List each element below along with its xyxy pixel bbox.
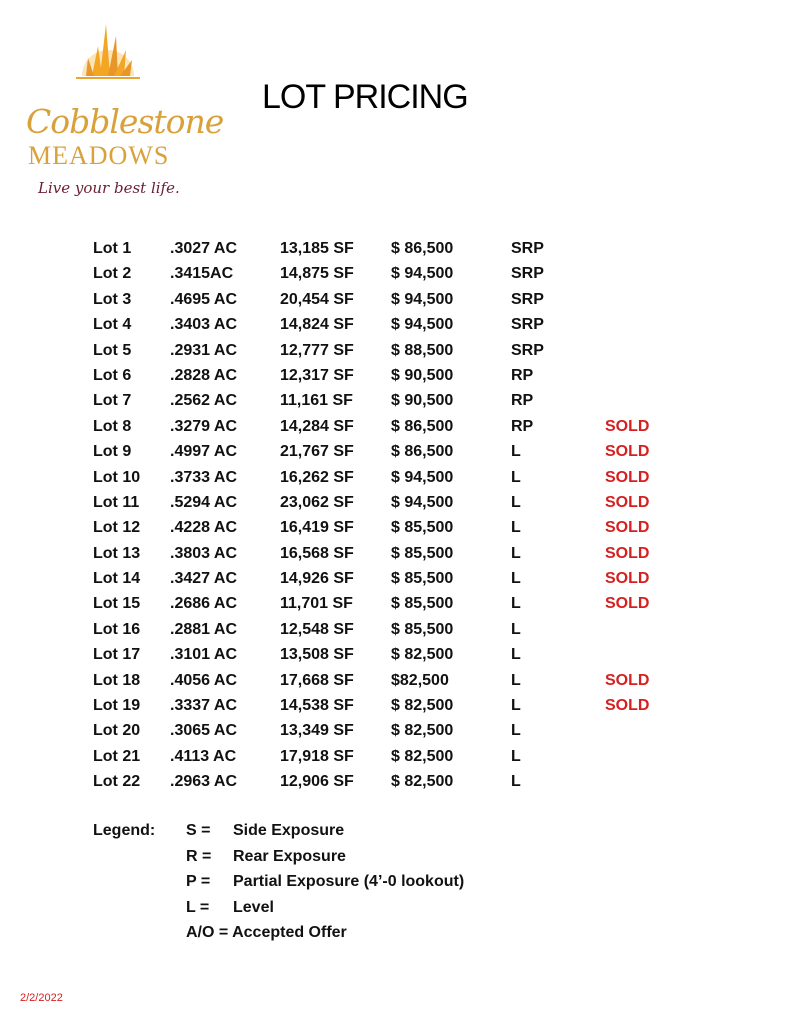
lot-acres: .4113 AC: [170, 747, 237, 765]
page-title: LOT PRICING: [262, 78, 468, 116]
lot-square-feet: 17,918 SF: [280, 747, 354, 765]
lot-number: Lot 7: [93, 392, 132, 410]
lot-exposure-type: L: [511, 468, 521, 486]
lot-price: $ 85,500: [391, 544, 454, 562]
lot-acres: .3403 AC: [170, 316, 237, 334]
lot-number: Lot 14: [93, 570, 141, 588]
legend-value: Level: [233, 898, 274, 916]
lot-number: Lot 16: [93, 620, 141, 638]
lot-number: Lot 13: [93, 544, 141, 562]
legend-item: [186, 822, 606, 848]
lot-number: Lot 4: [93, 316, 132, 334]
lot-status-badge: SOLD: [605, 443, 650, 461]
lot-acres: .2562 AC: [170, 392, 237, 410]
lot-square-feet: 12,317 SF: [280, 366, 354, 384]
lot-acres: .2828 AC: [170, 366, 237, 384]
lot-number: Lot 17: [93, 646, 141, 664]
lot-acres: .3065 AC: [170, 722, 237, 740]
lot-price: $ 88,500: [391, 341, 454, 359]
lot-price: $ 94,500: [391, 316, 454, 334]
lot-price: $ 90,500: [391, 392, 454, 410]
lot-square-feet: 23,062 SF: [280, 493, 354, 511]
lot-number: Lot 18: [93, 671, 141, 689]
lot-acres: .2963 AC: [170, 773, 237, 791]
lot-acres: .2881 AC: [170, 620, 237, 638]
lot-acres: .4228 AC: [170, 519, 237, 537]
lot-price: $82,500: [391, 671, 449, 689]
legend-items: [186, 822, 606, 950]
lot-square-feet: 21,767 SF: [280, 443, 354, 461]
lot-price: $ 86,500: [391, 240, 454, 257]
lot-price: $ 82,500: [391, 773, 454, 791]
lot-number: Lot 11: [93, 493, 140, 511]
lot-number: Lot 21: [93, 747, 141, 765]
lot-square-feet: 14,926 SF: [280, 570, 354, 588]
lot-acres: .4997 AC: [170, 443, 237, 461]
logo-tagline: Live your best life.: [38, 179, 180, 197]
lot-price: $ 94,500: [391, 290, 454, 308]
lot-exposure-type: L: [511, 620, 521, 638]
lot-exposure-type: RP: [511, 417, 534, 435]
lot-exposure-type: SRP: [511, 341, 544, 359]
lot-exposure-type: L: [511, 773, 521, 791]
lot-acres: .2686 AC: [170, 595, 237, 613]
lot-number: Lot 10: [93, 468, 141, 486]
lot-number: Lot 15: [93, 595, 141, 613]
lot-exposure-type: L: [511, 544, 521, 562]
lot-square-feet: 11,161 SF: [280, 392, 353, 410]
lot-number: Lot 20: [93, 722, 141, 740]
legend-item: [186, 899, 606, 925]
lot-exposure-type: L: [511, 722, 521, 740]
lot-price: $ 85,500: [391, 620, 454, 638]
lot-acres: .3101 AC: [170, 646, 237, 664]
lot-number: Lot 2: [93, 265, 132, 283]
lot-square-feet: 17,668 SF: [280, 671, 354, 689]
lot-exposure-type: L: [511, 646, 521, 664]
lot-number: Lot 9: [93, 443, 132, 461]
lot-acres: .3415AC: [170, 265, 234, 283]
lot-square-feet: 16,419 SF: [280, 519, 354, 537]
lot-square-feet: 13,349 SF: [280, 722, 354, 740]
lot-price: $ 86,500: [391, 443, 454, 461]
lot-number: Lot 5: [93, 341, 132, 359]
lot-square-feet: 13,185 SF: [280, 240, 354, 257]
lot-square-feet: 14,824 SF: [280, 316, 354, 334]
lot-price: $ 90,500: [391, 366, 454, 384]
lot-acres: .3279 AC: [170, 417, 237, 435]
lot-square-feet: 12,548 SF: [280, 620, 354, 638]
lot-exposure-type: L: [511, 443, 521, 461]
lot-exposure-type: L: [511, 697, 521, 715]
lot-acres: .3337 AC: [170, 697, 237, 715]
lot-square-feet: 14,284 SF: [280, 417, 354, 435]
lot-price: $ 82,500: [391, 646, 454, 664]
lot-number: Lot 22: [93, 773, 141, 791]
lot-square-feet: 16,262 SF: [280, 468, 354, 486]
lot-acres: .5294 AC: [170, 493, 237, 511]
legend-key: L =: [186, 898, 210, 916]
lot-number: Lot 6: [93, 366, 132, 384]
lot-acres: .3803 AC: [170, 544, 237, 562]
lot-status-badge: SOLD: [605, 544, 650, 562]
lot-price: $ 85,500: [391, 519, 454, 537]
legend-value: Partial Exposure (4’-0 lookout): [233, 873, 465, 890]
lot-status-badge: SOLD: [605, 519, 650, 537]
lot-square-feet: 12,906 SF: [280, 773, 354, 791]
lot-exposure-type: SRP: [511, 316, 544, 334]
lot-exposure-type: L: [511, 747, 521, 765]
logo-text-cobblestone: Cobblestone: [26, 102, 224, 141]
lot-exposure-type: L: [511, 519, 521, 537]
lot-price: $ 82,500: [391, 747, 454, 765]
lot-price: $ 82,500: [391, 697, 454, 715]
lot-exposure-type: RP: [511, 366, 534, 384]
lot-price: $ 85,500: [391, 570, 454, 588]
lot-square-feet: 12,777 SF: [280, 341, 354, 359]
lot-status-badge: SOLD: [605, 595, 650, 613]
logo-text-meadows: MEADOWS: [28, 141, 170, 170]
legend-item: [186, 873, 606, 899]
legend-accepted-offer: A/O = Accepted Offer: [186, 924, 347, 941]
lot-price: $ 86,500: [391, 417, 454, 435]
lot-number: Lot 1: [93, 240, 132, 257]
lot-price: $ 82,500: [391, 722, 454, 740]
legend-item: [186, 924, 606, 950]
lot-square-feet: 11,701 SF: [280, 595, 353, 613]
lot-status-badge: SOLD: [605, 417, 650, 435]
lot-status-badge: SOLD: [605, 468, 650, 486]
lot-square-feet: 20,454 SF: [280, 290, 354, 308]
lot-exposure-type: L: [511, 570, 521, 588]
lot-price: $ 94,500: [391, 265, 454, 283]
lot-price: $ 94,500: [391, 468, 454, 486]
legend-item: [186, 848, 606, 874]
lot-exposure-type: L: [511, 671, 521, 689]
lot-acres: .4056 AC: [170, 671, 237, 689]
sun-grass-icon: [72, 20, 144, 82]
lot-acres: .4695 AC: [170, 290, 237, 308]
lot-status-badge: SOLD: [605, 570, 650, 588]
legend-key: R =: [186, 847, 212, 865]
lot-number: Lot 12: [93, 519, 141, 537]
lot-price: $ 94,500: [391, 493, 454, 511]
lot-exposure-type: L: [511, 595, 521, 613]
lot-acres: .3427 AC: [170, 570, 237, 588]
lot-number: Lot 19: [93, 697, 141, 715]
lot-acres: .3733 AC: [170, 468, 237, 486]
lot-square-feet: 13,508 SF: [280, 646, 354, 664]
legend-key: S =: [186, 822, 211, 839]
lot-exposure-type: SRP: [511, 265, 544, 283]
lot-exposure-type: RP: [511, 392, 534, 410]
legend-value: Rear Exposure: [233, 847, 346, 865]
legend-value: Side Exposure: [233, 822, 345, 839]
lot-number: Lot 8: [93, 417, 132, 435]
lot-square-feet: 16,568 SF: [280, 544, 354, 562]
lot-acres: .3027 AC: [170, 240, 237, 257]
lot-status-badge: SOLD: [605, 493, 650, 511]
lot-price: $ 85,500: [391, 595, 454, 613]
lot-status-badge: SOLD: [605, 671, 650, 689]
lot-acres: .2931 AC: [170, 341, 237, 359]
lot-number: Lot 3: [93, 290, 132, 308]
legend-title: Legend:: [93, 822, 156, 839]
lot-status-badge: SOLD: [605, 697, 650, 715]
document-date: 2/2/2022: [20, 992, 63, 1004]
cobblestone-meadows-logo: [22, 20, 224, 210]
lot-square-feet: 14,538 SF: [280, 697, 354, 715]
lot-exposure-type: SRP: [511, 240, 544, 257]
lot-square-feet: 14,875 SF: [280, 265, 354, 283]
lot-exposure-type: L: [511, 493, 521, 511]
legend-key: P =: [186, 873, 211, 890]
lot-exposure-type: SRP: [511, 290, 544, 308]
